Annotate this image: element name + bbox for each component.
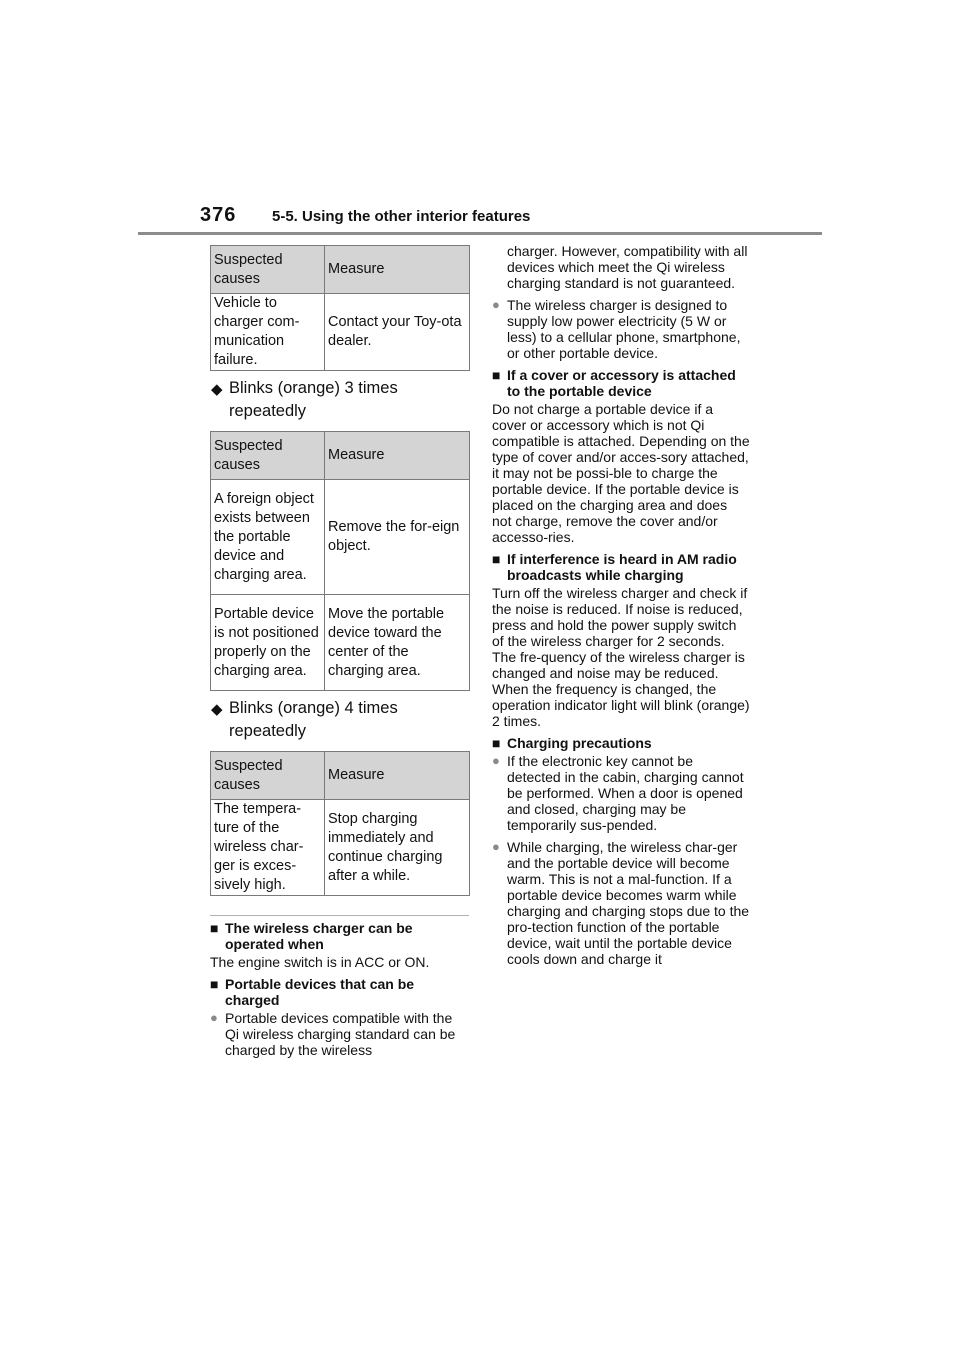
heading-portable-devices [210, 976, 470, 1008]
dot-item-low-power [492, 297, 750, 361]
dot-item-text: If the electronic key cannot be detected in the cabin, charging cannot be performed. When a door is opened and closed, charging may be temporarily sus-pended. [507, 753, 744, 833]
header-divider [138, 232, 822, 235]
paragraph-interference: Turn off the wireless charger and check if the noise is reduced. If noise is reduced, press and hold the power supply switch of the wireless charger for 2 seconds. The fre-quency of the wireless charger is changed and noise may be reduced. When the frequency is changed, the operation indicator light will blink (orange) 2 times. [492, 585, 750, 729]
bullet-blinks-4 [210, 697, 470, 743]
cause-cell: The tempera-ture of the wireless char-ger is exces-sively high. [211, 800, 325, 896]
left-column [210, 245, 470, 1064]
dot-item-devices [210, 1010, 470, 1058]
heading-text: If a cover or accessory is attached to the portable device [507, 367, 736, 399]
dot-bullet-icon: ● [492, 297, 500, 312]
dot-bullet-icon: ● [492, 839, 500, 854]
table-row [211, 294, 470, 371]
table-comm-failure [210, 245, 470, 371]
dot-bullet-icon: ● [492, 753, 500, 768]
paragraph-operated: The engine switch is in ACC or ON. [210, 954, 430, 970]
dot-item-electronic-key [492, 753, 750, 833]
heading-text: Portable devices that can be charged [225, 976, 415, 1008]
dot-bullet-icon: ● [210, 1010, 218, 1025]
table-blinks-4 [210, 751, 470, 896]
table-row [211, 595, 470, 691]
heading-text: Charging precautions [507, 735, 652, 751]
paragraph-cover: Do not charge a portable device if a cover or accessory which is not Qi compatible is attached. Depending on the type of cover and/or acces-sory attached, it may not be possi-ble to charge the portable device. If the portable device is placed on the charging area and does not charge, remove the cover and/or accesso-ries. [492, 401, 750, 545]
measure-cell: Move the portable device toward the center of the charging area. [325, 595, 470, 691]
heading-interference [492, 551, 750, 583]
heading-text: The wireless charger can be operated when [225, 920, 413, 952]
diamond-bullet-icon: ◆ [211, 701, 223, 718]
measure-cell: Stop charging immediately and continue charging after a while. [325, 800, 470, 896]
measure-cell: Remove the for-eign object. [325, 480, 470, 595]
table-blinks-3 [210, 431, 470, 691]
square-bullet-icon: ■ [210, 976, 219, 992]
bullet-blinks-3 [210, 377, 470, 423]
square-bullet-icon: ■ [492, 735, 501, 751]
table-header-row [211, 432, 470, 480]
table-header-row [211, 752, 470, 800]
col-header-measure: Measure [325, 752, 470, 800]
col-header-causes: Suspected causes [211, 246, 325, 294]
page-number: 376 [200, 204, 237, 226]
diamond-bullet-icon: ◆ [211, 381, 223, 398]
dot-item-warm [492, 839, 750, 967]
heading-charging-precautions [492, 735, 750, 751]
cause-cell: Vehicle to charger com-munication failure. [211, 294, 325, 371]
cause-cell: A foreign object exists between the portable device and charging area. [211, 480, 325, 595]
heading-text: If interference is heard in AM radio broadcasts while charging [507, 551, 737, 583]
bullet-text: Blinks (orange) 4 times repeatedly [229, 699, 398, 740]
col-header-causes: Suspected causes [211, 432, 325, 480]
square-bullet-icon: ■ [210, 920, 219, 936]
measure-cell: Contact your Toy-ota dealer. [325, 294, 470, 371]
dot-item-text: Portable devices compatible with the Qi wireless charging standard can be charged by the wireless [225, 1010, 456, 1058]
dot-item-text: While charging, the wireless char-ger and the portable device will become warm. This is not a mal-function. If a portable device becomes warm while charging and charging stops due to the pro-tection function of the portable device, wait until the portable device cools down and charge it [507, 839, 750, 967]
table-row [211, 480, 470, 595]
section-title: 5-5. Using the other interior features [272, 208, 531, 225]
paragraph-continuation: charger. However, compatibility with all devices which meet the Qi wireless charging standard is not guaranteed. [507, 243, 748, 291]
bullet-text: Blinks (orange) 3 times repeatedly [229, 379, 398, 420]
dot-item-text: The wireless charger is designed to supply low power electricity (5 W or less) to a cellular phone, smartphone, or other portable device. [507, 297, 741, 361]
col-header-measure: Measure [325, 432, 470, 480]
heading-cover-accessory [492, 367, 750, 399]
col-header-measure: Measure [325, 246, 470, 294]
right-column [492, 243, 750, 973]
table-header-row [211, 246, 470, 294]
page-header [0, 0, 960, 240]
col-header-causes: Suspected causes [211, 752, 325, 800]
heading-operated-when [210, 920, 470, 952]
square-bullet-icon: ■ [492, 551, 501, 567]
table-row [211, 800, 470, 896]
cause-cell: Portable device is not positioned properly on the charging area. [211, 595, 325, 691]
square-bullet-icon: ■ [492, 367, 501, 383]
